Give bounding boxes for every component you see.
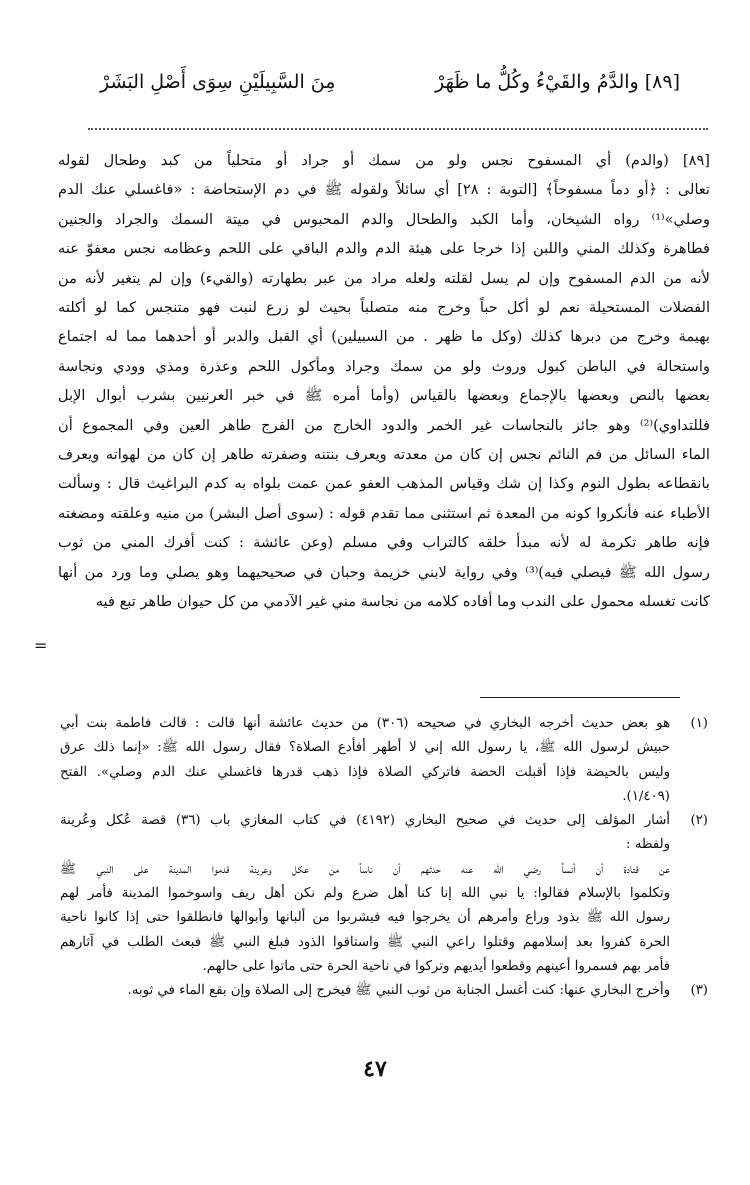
- verse-line: [100, 62, 680, 102]
- commentary-line: [٨٩] (والدم) أي المسفوح نجس ولو من سمك أو جراد أو متحلياً من كبد وطحال لقوله: [58, 152, 710, 169]
- commentary-text: [58, 146, 710, 617]
- footnote-line: ولفظه :: [626, 837, 670, 853]
- quote-line: عن قتادة أن أنساً رضي الله عنه حدثهم أن ناساً من عكل وعرينة قدموا المدينة على النبي ﷺ: [60, 861, 670, 877]
- footnote-number: (١): [690, 716, 708, 731]
- commentary-line: بانقطاعه بطول النوم وكذا إن شك وقياس المذهب العفو عمن عمت بلواه به كدم البراغيث قال : وسألت: [58, 475, 710, 493]
- footnote-text: [60, 809, 670, 858]
- verse-left-hemistich: مِنَ السَّبِيلَيْنِ سِوَى أَصْلِ البَشَرْ: [100, 71, 336, 93]
- commentary-line: الفضلات المستحيلة نعم لو أكل حباً وخرج منه متصلباً بحيث لو زرع لنبت فهو متنجس كما لو أكلته: [58, 299, 710, 317]
- footnote-number: (٢): [690, 813, 708, 829]
- commentary-line: واستحالة في الباطن كبول وروث ولو من سمك وجراد ومأكول اللحم وعذرة ومذي وودي ونجاسة: [58, 357, 710, 375]
- quote-line: فأمر بهم فسمروا أعينهم وقطعوا أيديهم وتركوا في ناحية الحرة حتى ماتوا على حالهم.: [202, 958, 670, 974]
- commentary-line: بهيمة وخرج من دبرها كذلك (وكل ما ظهر . من السبيلين) أي القبل والدبر أو أحدهما مما له اجتماع: [58, 328, 710, 346]
- hadith-quote: [60, 858, 708, 979]
- commentary-line: كانت تغسله محمول على الندب وما أفاده كلامه من نجاسة مني غير الآدمي من كل حيوان طاهر تبع فيه: [95, 593, 710, 611]
- commentary-line: فللتداوي)⁽²⁾ وهو جائز بالنجاسات غير الخمر والدود الخارج من الفرج طاهر العين وفي المجموع أن: [58, 416, 710, 434]
- footnote-number: (٣): [690, 983, 708, 999]
- footnote-3: [60, 979, 708, 1003]
- continuation-mark: =: [34, 636, 48, 655]
- commentary-line: الماء السائل من فم النائم نجس إن كان من معدته ويعرف بنتنه وصفرته طاهر إن كان من لهواته ويعرف: [58, 446, 710, 464]
- footnote-line: وليس بالحيضة فإذا أقبلت الحضة فاتركي الصلاة فإذا ذهب قدرها فاغسلي عنك الدم وصلي». الفتح: [60, 764, 670, 780]
- commentary-line: وصلي»⁽¹⁾ رواه الشيخان، وأما الكبد والطحال والدم المحبوس في ميتة السمك والجراد والجنين: [58, 210, 710, 228]
- footnote-line: هو بعض حديث أخرجه البخاري في صحيحه (٣٠٦) من حديث عائشة أنها قالت : قالت فاطمة بنت أبي: [60, 716, 670, 731]
- footnote-1: [60, 712, 708, 809]
- commentary-line: رسول الله ﷺ فيصلي فيه)⁽³⁾ وفي رواية لابني خزيمة وحبان في صحيحيهما وهو يصلي وما ورد من أنها: [58, 563, 710, 581]
- quote-line: رسول الله ﷺ بذود وراع وأمرهم أن يخرجوا فيه فيشربوا من ألبانها وأبوالها فانطلقوا حتى إذا كانوا ناحية: [60, 910, 670, 926]
- verse-right-hemistich: [٨٩] والدَّمُ والقَيْءُ وكُلُّ ما ظَهَرْ: [435, 71, 680, 93]
- footnote-line: (١/٤٠٩).: [622, 788, 670, 804]
- commentary-line: بعضها بالنص وبعضها بالإجماع وبعضها بالقياس (وأما أمره ﷺ في خبر العرنيين بشرب أبوال الإبل: [58, 387, 710, 405]
- commentary-line: فإنه طاهر تكرمة له لأنه مبدأ خلقه كالتراب وفي مسلم (وعن عائشة : كنت أفرك المني من ثوب: [58, 534, 710, 552]
- page-number: ٤٧: [363, 1056, 387, 1082]
- commentary-line: تعالى : ﴿أو دماً مسفوحاً﴾ [التوبة : ٢٨] أي سائلاً ولقوله ﷺ في دم الإستحاضة : «فاغسلي عنك الدم: [58, 181, 710, 199]
- footnote-rule: [480, 697, 680, 698]
- footnote-2: [60, 809, 708, 858]
- footnote-line: أشار المؤلف إلى حديث في صحيح البخاري (٤١٩٢) في كتاب المغازي باب (٣٦) قصة عُكل وعُرينة: [60, 813, 670, 829]
- commentary-line: لأنه من الدم المسفوح وإن لم يسل لقلته ولعله مراد من عبر بطهارته (والقيء) وإن لم يتغير لأنه من: [58, 269, 710, 287]
- dotted-separator: [88, 128, 708, 130]
- footnote-text: [60, 712, 670, 809]
- quote-line: وتكلموا بالإسلام فقالوا: يا نبي الله إنا كنا أهل ضرع ولم نكن أهل ريف واسوخموا المدينة فأمر لهم: [60, 886, 670, 902]
- footnote-text: وأخرج البخاري عنها: كنت أغسل الجنابة من ثوب النبي ﷺ فيخرج إلى الصلاة وإن بقع الماء في ثوبه.: [127, 983, 670, 999]
- footnotes: [60, 712, 708, 1004]
- commentary-line: الأطباء عنه فأنكروا كونه من المعدة ثم استثنى مما تقدم قوله : (سوى أصل البشر) من منيه وعلقته ومضغته: [58, 504, 710, 522]
- quote-line: الحرة كفروا بعد إسلامهم وقتلوا راعي النبي ﷺ واستاقوا الذود فبلغ النبي ﷺ فبعث الطلب في آثارهم: [60, 934, 670, 950]
- footnote-line: حبيش لرسول الله ﷺ، يا رسول الله إني لا أطهر أفأدع الصلاة؟ فقال رسول الله ﷺ: «إنما ذلك عرق: [60, 740, 670, 756]
- commentary-line: فطاهرة وكذلك المني واللبن إذا خرجا على هيئة الدم والدم الباقي على اللحم وعظامه نجس معفوّ عنه: [58, 240, 710, 258]
